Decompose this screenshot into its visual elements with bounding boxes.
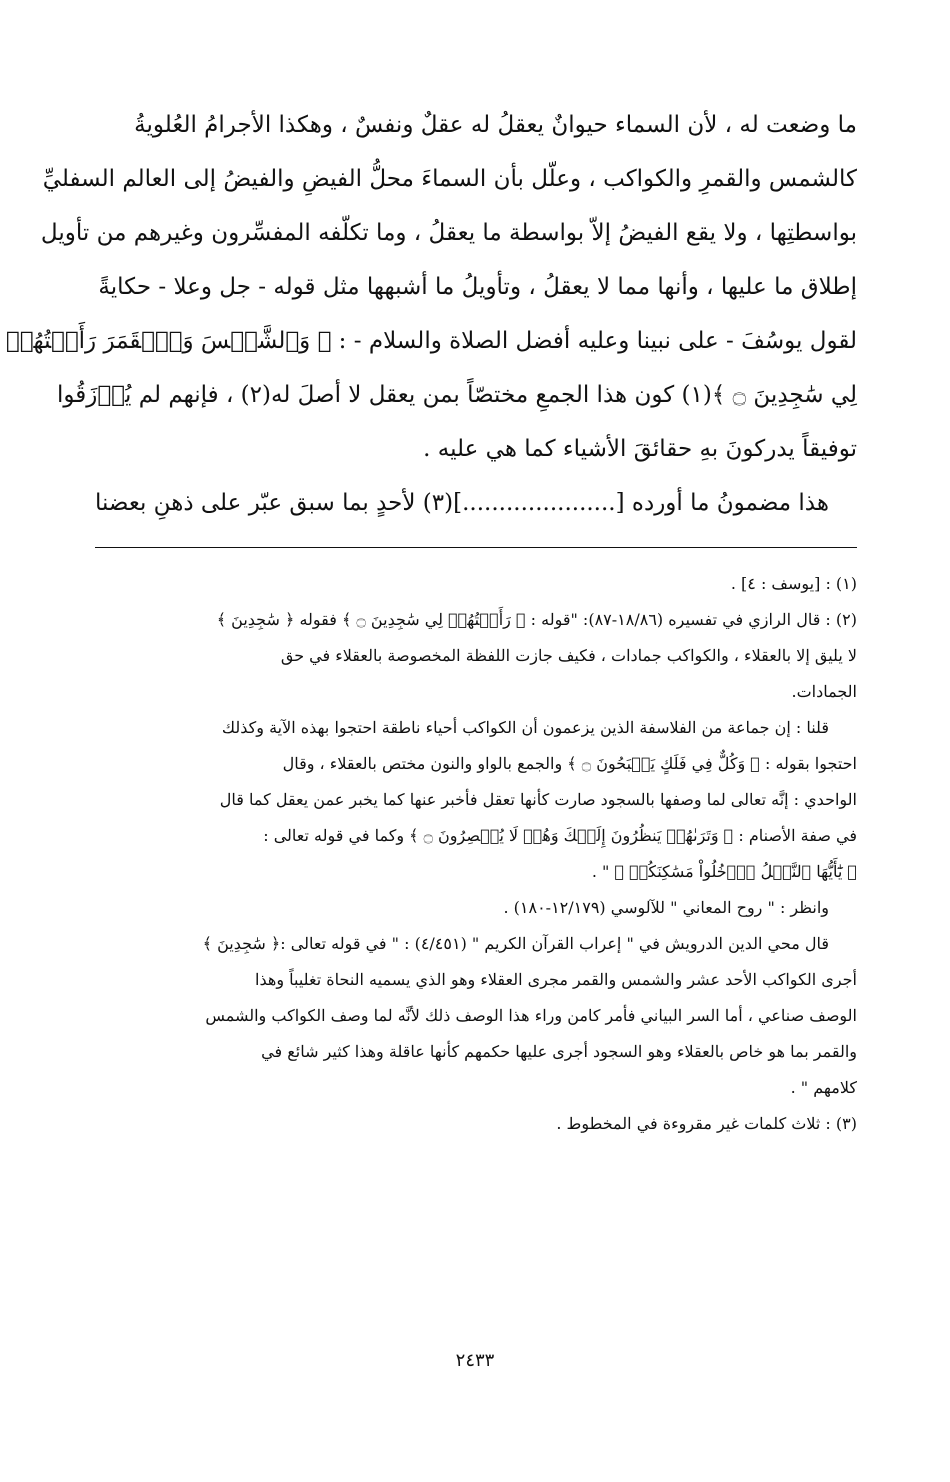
main-text-line: كالشمس والقمرِ والكواكب ، وعلّل بأن السماءَ محلُّ الفيضِ والفيضُ إلى العالم السفليِّ (42, 166, 857, 192)
footnote-line: قلنا : إن جماعة من الفلاسفة الذين يزعمون أن الكواكب أحياء ناطقة احتجوا بهذه الآية وكذلك (221, 718, 829, 737)
footnote-line: لا يليق إلا بالعقلاء ، والكواكب جمادات ، فكيف جازت اللفظة المخصوصة بالعقلاء في حق (280, 646, 857, 665)
main-text-line: لِي سَٰجِدِينَ ۝ ﴾(١) كون هذا الجمعِ مختصّاً بمن يعقل لا أصلَ له(٢) ، فإنهم لم يُرۡزَقُوا (57, 382, 857, 408)
footnote-line: وانظر : " روح المعاني " للآلوسي (١٢/١٧٩-١٨٠) . (503, 898, 829, 917)
main-text-line: ما وضعت له ، لأن السماء حيوانٌ يعقلُ له عقلٌ ونفسٌ ، وهكذا الأجرامُ العُلويةُ (134, 112, 857, 138)
footnote-divider (95, 547, 857, 548)
footnote-line: الجمادات. (791, 682, 857, 701)
footnote-line: أجرى الكواكب الأحد عشر والشمس والقمر مجرى العقلاء وهو الذي يسميه النحاة تغليباً وهذا (255, 970, 857, 989)
main-text (5, 98, 857, 530)
main-text-line: لقول يوسُفَ - على نبينا وعليه أفضل الصلاة والسلام - : ﴿ وَٱلشَّمۡسَ وَٱلۡقَمَرَ رَأَيۡتُهُمۡ (5, 328, 857, 354)
footnote-line: (٢) : قال الرازي في تفسيره (١٨/٨٦-٨٧): "قوله : ﴿ رَأَيۡتُهُمۡ لِي سَٰجِدِينَ ۝ ﴾ فقوله ﴿ سَٰجِدِينَ ﴾ (216, 610, 857, 629)
main-text-line: إطلاق ما عليها ، وأنها مما لا يعقلُ ، وتأويلُ ما أشبهها مثل قوله - جل وعلا - حكايةً (98, 274, 857, 300)
footnote-line: كلامهم " . (790, 1078, 857, 1097)
footnotes (95, 566, 857, 1142)
footnote-line: قال محي الدين الدرويش في " إعراب القرآن الكريم " (٤/٤٥١) : " في قوله تعالى :﴿ سَٰجِدِينَ ﴾ (202, 934, 829, 953)
footnote-line: الواحدي : إنَّه تعالى لما وصفها بالسجود صارت كأنها تعقل فأخبر عنها كما يخبر عمن يعقل كما قال (219, 790, 857, 809)
footnote-line: احتجوا بقوله : ﴿ وَكُلٌّ فِي فَلَكٍ يَسۡبَحُونَ ۝ ﴾ والجمع بالواو والنون مختص بالعقلاء ، وقال (282, 754, 857, 773)
main-text-line: بواسطتِها ، ولا يقع الفيضُ إلاّ بواسطة ما يعقلُ ، وما تكلّفه المفسِّرون وغيرهم من تأويل (40, 220, 857, 246)
footnote-line: (١) : [يوسف : ٤] . (730, 574, 857, 593)
page-number: ٢٤٣٣ (455, 1350, 495, 1371)
footnote-line: في صفة الأصنام : ﴿ وَتَرَىٰهُمۡ يَنظُرُونَ إِلَيۡكَ وَهُمۡ لَا يُبۡصِرُونَ ۝ ﴾ وكما في قوله تعالى : (263, 826, 857, 845)
footnote-line: (٣) : ثلاث كلمات غير مقروءة في المخطوط . (556, 1114, 857, 1133)
main-text-line: هذا مضمونُ ما أورده [.....................](٣) لأحدٍ بما سبق عبّر على ذهنِ بعضنا (94, 490, 829, 516)
footnote-line: ﴿ يَٰٓأَيُّهَا ٱلنَّمۡلُ ٱدۡخُلُواْ مَسَٰكِنَكُمۡ ﴾ " . (591, 862, 857, 881)
main-text-line: توفيقاً يدركونَ بهِ حقائقَ الأشياء كما هي عليه . (423, 436, 857, 462)
footnote-line: الوصف صناعي ، أما السر البياني فأمر كامن وراء هذا الوصف ذلك لأنَّه لما وصف الكواكب والشمس (205, 1006, 857, 1025)
footnote-line: والقمر بما هو خاص بالعقلاء وهو السجود أجرى عليها حكمهم كأنها عاقلة وهذا كثير شائع في (261, 1042, 857, 1061)
